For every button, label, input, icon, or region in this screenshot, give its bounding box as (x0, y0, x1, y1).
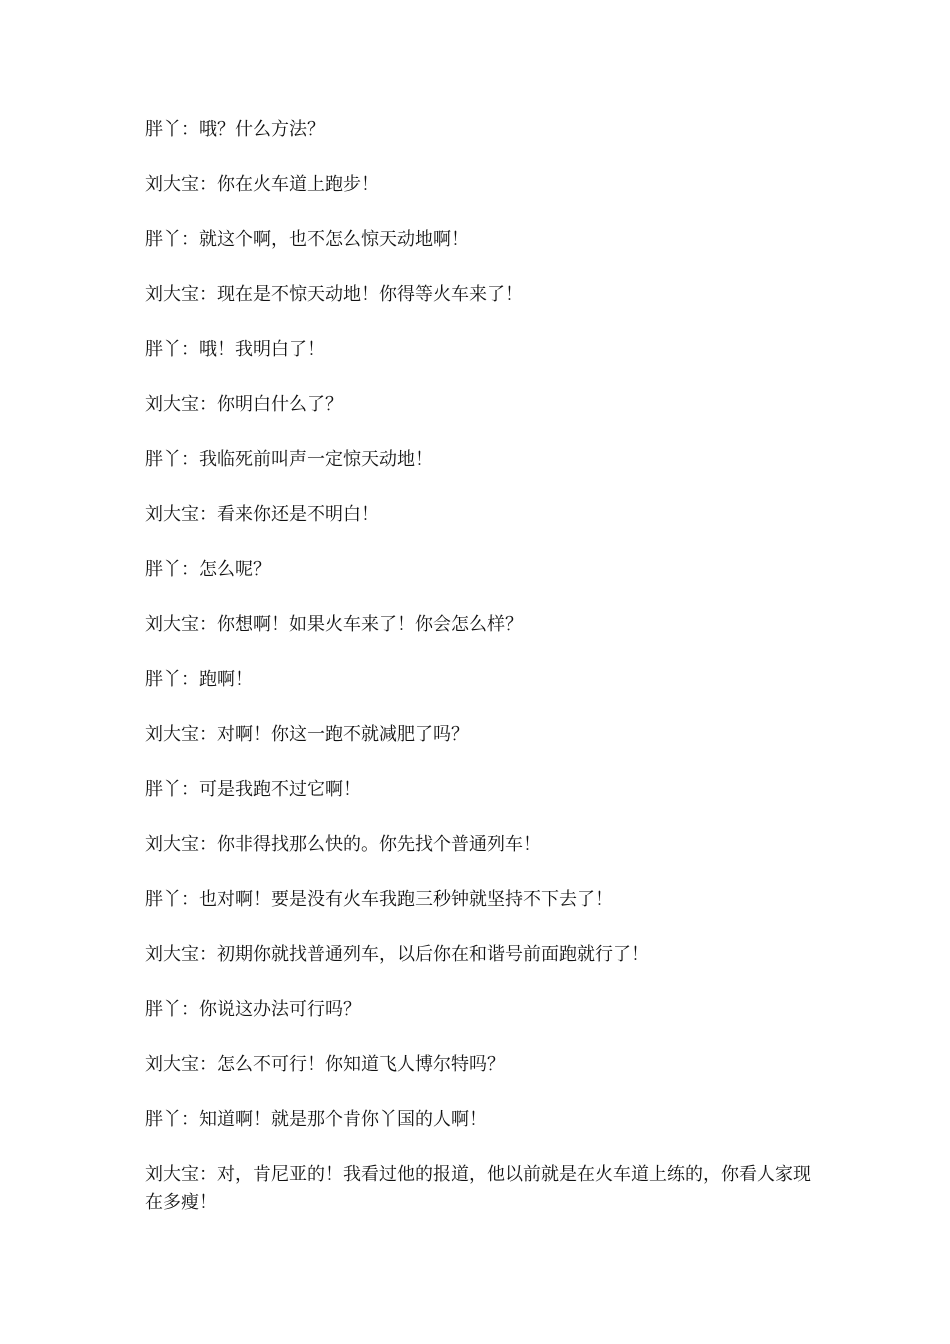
dialogue-line: 刘大宝：怎么不可行！你知道飞人博尔特吗？ (145, 1054, 505, 1075)
dialogue-line: 刘大宝：你在火车道上跑步！ (145, 174, 379, 195)
dialogue-line: 刘大宝：对，肯尼亚的！我看过他的报道，他以前就是在火车道上练的，你看人家现在多瘦！ (145, 1164, 811, 1213)
dialogue-line: 胖丫：也对啊！要是没有火车我跑三秒钟就坚持不下去了！ (145, 889, 613, 910)
dialogue-line: 胖丫：哦？什么方法？ (145, 119, 325, 140)
dialogue-line: 胖丫：你说这办法可行吗？ (145, 999, 361, 1020)
dialogue-line: 刘大宝：你非得找那么快的。你先找个普通列车！ (145, 834, 541, 855)
dialogue-line: 刘大宝：你想啊！如果火车来了！你会怎么样？ (145, 614, 523, 635)
dialogue-line: 刘大宝：看来你还是不明白！ (145, 504, 379, 525)
dialogue-line: 胖丫：可是我跑不过它啊！ (145, 779, 361, 800)
dialogue-line: 刘大宝：你明白什么了？ (145, 394, 343, 415)
dialogue-line: 刘大宝：现在是不惊天动地！你得等火车来了！ (145, 284, 523, 305)
dialogue-line: 胖丫：跑啊！ (145, 669, 253, 690)
dialogue-line: 胖丫：哦！我明白了！ (145, 339, 325, 360)
dialogue-line: 胖丫：我临死前叫声一定惊天动地！ (145, 449, 433, 470)
dialogue-line: 刘大宝：初期你就找普通列车，以后你在和谐号前面跑就行了！ (145, 944, 649, 965)
dialogue-text (145, 116, 815, 1217)
dialogue-line: 胖丫：知道啊！就是那个肯你丫国的人啊！ (145, 1109, 487, 1130)
dialogue-line: 胖丫：就这个啊，也不怎么惊天动地啊！ (145, 229, 469, 250)
dialogue-line: 刘大宝：对啊！你这一跑不就减肥了吗？ (145, 724, 469, 745)
dialogue-line: 胖丫：怎么呢？ (145, 559, 271, 580)
